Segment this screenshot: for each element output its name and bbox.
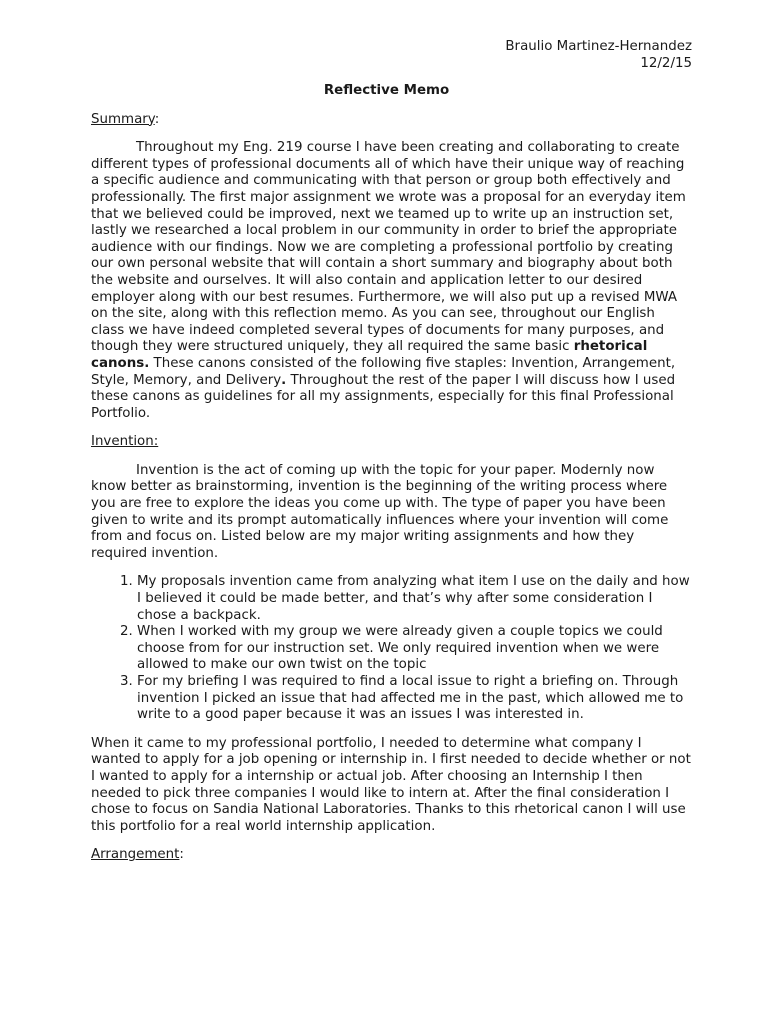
arrangement-heading [91,847,692,864]
summary-bold-term: rhetorical canons. [91,339,648,371]
summary-text-b: These canons consisted of the following five staples: Invention, Arrangement, Style, Memory, and Delivery [91,355,676,388]
arrangement-heading-text: Arrangement [91,847,180,863]
invention-paragraph: Invention is the act of coming up with the topic for your paper. Modernly now know better as brainstorming, invention is the beginning of the writing process where you are free to explore the ideas you come up with. The type of paper you have been given to write and its prompt automatically influences where your invention will come from and focus on. Listed below are my major writing assignments and how they required invention. [91,462,669,561]
list-item: 3. For my briefing I was required to find a local issue to right a briefing on. Through invention I picked an issue that had affected me in the past, which allowed me to write to a good paper because it was an issues I was interested in. [137,674,692,724]
memo-header [91,38,692,72]
list-item: 1. My proposals invention came from analyzing what item I use on the daily and how I believed it could be made better, and that’s why after some consideration I chose a backpack. [137,574,692,624]
author-name: Braulio Martinez-Hernandez [505,39,692,54]
summary-heading-text: Summary [91,111,155,127]
list-item: 2. When I worked with my group we were already given a couple topics we could choose from for our instruction set. We only required invention when we were allowed to make our own twist on the topic [137,624,692,674]
summary-heading-colon: : [154,111,160,127]
summary-paragraph [91,140,692,422]
summary-heading [91,112,692,129]
summary-bold-period: . [281,372,287,388]
invention-heading-text: Invention: [91,434,159,450]
summary-text-a: Throughout my Eng. 219 course I have been creating and collaborating to create different types of professional documents all of which have their unique way of reaching a specific audience and communicating with that person or group both effectively and professionally. The first major assignment we wrote was a proposal for an everyday item that we believed could be improved, next we teamed up to write up an instruction set, lastly we researched a local problem in our community in order to brief the appropriate audience with our findings. Now we are completing a professional portfolio by creating our own personal website that will contain a short summary and biography about both the website and ourselves. It will also contain and application letter to our desired employer along with our best resumes. Furthermore, we will also put up a revised MWA on the site, along with this reflection memo. As you can see, throughout our English class we have indeed completed several types of documents for many purposes, and though they were structured uniquely, they all required the same basic [91,140,686,355]
page-title: Reflective Memo [323,83,450,98]
summary-text-c: Throughout the rest of the paper I will discuss how I used these canons as guidelines for all my assignments, especially for this final Professional Portfolio. [91,372,676,421]
arrangement-heading-colon: : [179,847,184,863]
assignment-list [91,574,692,723]
memo-date: 12/2/15 [640,56,692,71]
invention-heading [91,434,692,451]
portfolio-paragraph: When it came to my professional portfolio, I needed to determine what company I wanted to apply for a job opening or internship in. I first needed to decide whether or not I wanted to apply for a internship or actual job. After choosing an Internship I then needed to pick three companies I would like to intern at. After the final consideration I chose to focus on Sandia National Laboratories. Thanks to this rhetorical canon I will use this portfolio for a real world internship application. [91,735,691,834]
